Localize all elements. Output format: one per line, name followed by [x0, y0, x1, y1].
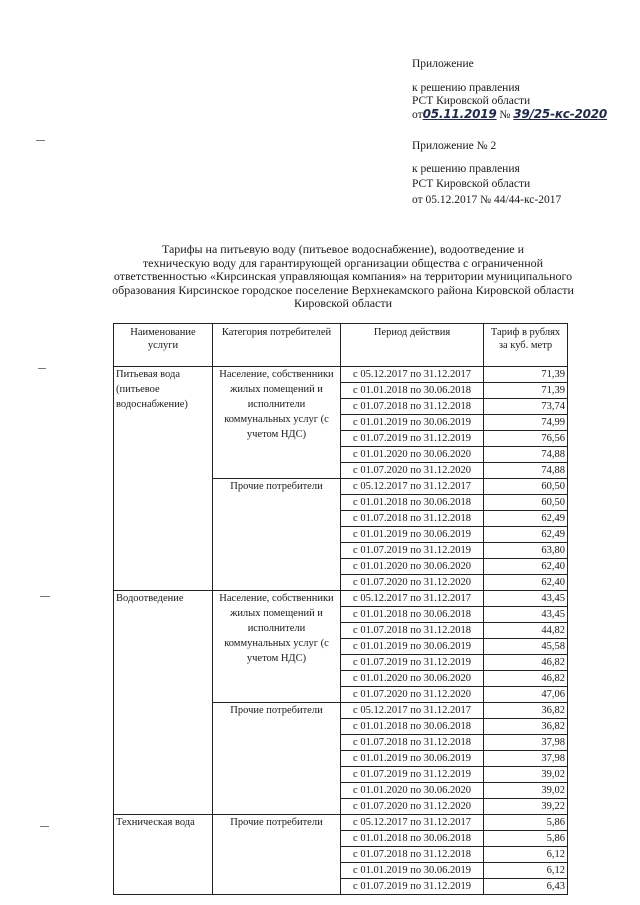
- period-cell: с 01.01.2019 по 30.06.2019: [341, 527, 484, 543]
- appendix-two-ref-date: от 05.12.2017 № 44/44-кс-2017: [412, 194, 562, 206]
- tariff-value-cell: 36,82: [484, 719, 568, 735]
- period-cell: с 01.07.2018 по 31.12.2018: [341, 511, 484, 527]
- period-cell: с 05.12.2017 по 31.12.2017: [341, 479, 484, 495]
- table-header-row: [114, 324, 568, 367]
- period-cell: с 01.01.2020 по 30.06.2020: [341, 447, 484, 463]
- period-cell: с 01.07.2018 по 31.12.2018: [341, 735, 484, 751]
- tariff-value-cell: 74,88: [484, 447, 568, 463]
- category-cell: Прочие потребители: [213, 703, 341, 815]
- period-cell: с 01.07.2019 по 31.12.2019: [341, 655, 484, 671]
- tariff-value-cell: 46,82: [484, 655, 568, 671]
- number-prefix: №: [499, 109, 511, 121]
- period-cell: с 01.01.2018 по 30.06.2018: [341, 607, 484, 623]
- period-cell: с 01.01.2019 по 30.06.2019: [341, 639, 484, 655]
- period-cell: с 01.01.2018 по 30.06.2018: [341, 719, 484, 735]
- tariff-value-cell: 60,50: [484, 495, 568, 511]
- tariff-value-cell: 6,43: [484, 879, 568, 895]
- header-service-name: Наименование услуги: [114, 324, 213, 367]
- service-name-cell: Водоотведение: [114, 591, 213, 815]
- category-cell: Прочие потребители: [213, 815, 341, 895]
- tariff-value-cell: 6,12: [484, 847, 568, 863]
- tariff-value-cell: 44,82: [484, 623, 568, 639]
- category-cell: Население, собственники жилых помещений и исполнители коммунальных услуг (с учетом НДС): [213, 367, 341, 479]
- header-category: Категория потребителей: [213, 324, 341, 367]
- table-row: [114, 815, 568, 831]
- tariff-value-cell: 39,02: [484, 767, 568, 783]
- tariff-value-cell: 62,49: [484, 511, 568, 527]
- tariff-value-cell: 74,88: [484, 463, 568, 479]
- period-cell: с 01.01.2019 по 30.06.2019: [341, 751, 484, 767]
- service-name-cell: Техническая вода: [114, 815, 213, 895]
- period-cell: с 01.07.2019 по 31.12.2019: [341, 431, 484, 447]
- title-line: Тарифы на питьевую воду (питьевое водоснабжение), водоотведение и: [161, 242, 525, 256]
- tariff-value-cell: 36,82: [484, 703, 568, 719]
- tariff-value-cell: 5,86: [484, 815, 568, 831]
- tariff-value-cell: 60,50: [484, 479, 568, 495]
- handwritten-date: 05.11.2019: [422, 107, 497, 121]
- period-cell: с 01.01.2019 по 30.06.2019: [341, 863, 484, 879]
- scan-speck: [40, 826, 49, 827]
- title-line: ответственностью «Кирсинская управляющая компания» на территории муниципального: [113, 269, 573, 284]
- tariff-value-cell: 5,86: [484, 831, 568, 847]
- period-cell: с 01.07.2019 по 31.12.2019: [341, 767, 484, 783]
- period-cell: с 01.07.2018 по 31.12.2018: [341, 623, 484, 639]
- date-prefix: от: [412, 109, 423, 121]
- period-cell: с 05.12.2017 по 31.12.2017: [341, 591, 484, 607]
- tariff-value-cell: 71,39: [484, 367, 568, 383]
- tariff-value-cell: 39,02: [484, 783, 568, 799]
- tariff-value-cell: 45,58: [484, 639, 568, 655]
- period-cell: с 01.07.2019 по 31.12.2019: [341, 543, 484, 559]
- tariff-value-cell: 74,99: [484, 415, 568, 431]
- scan-speck: [36, 140, 45, 141]
- tariff-value-cell: 63,80: [484, 543, 568, 559]
- tariff-value-cell: 76,56: [484, 431, 568, 447]
- tariff-value-cell: 37,98: [484, 735, 568, 751]
- title-line: техническую воду для гарантирующей организации общества с ограниченной: [142, 255, 544, 270]
- period-cell: с 05.12.2017 по 31.12.2017: [341, 703, 484, 719]
- period-cell: с 01.01.2020 по 30.06.2020: [341, 671, 484, 687]
- tariff-table-body: [114, 367, 568, 895]
- period-cell: с 01.07.2020 по 31.12.2020: [341, 463, 484, 479]
- scan-speck: [38, 368, 46, 369]
- appendix-two-ref-decision: к решению правления: [412, 163, 520, 175]
- period-cell: с 01.07.2018 по 31.12.2018: [341, 399, 484, 415]
- period-cell: с 01.01.2020 по 30.06.2020: [341, 559, 484, 575]
- tariff-value-cell: 62,40: [484, 575, 568, 591]
- period-cell: с 05.12.2017 по 31.12.2017: [341, 815, 484, 831]
- appendix-two-ref-authority: РСТ Кировской области: [412, 178, 531, 190]
- header-tariff: Тариф в рублях за куб. метр: [484, 324, 568, 367]
- appendix-ref-authority: РСТ Кировской области: [412, 95, 531, 107]
- document-title: [108, 243, 578, 311]
- period-cell: с 01.07.2020 по 31.12.2020: [341, 575, 484, 591]
- tariff-value-cell: 62,40: [484, 559, 568, 575]
- period-cell: с 05.12.2017 по 31.12.2017: [341, 367, 484, 383]
- table-row: [114, 367, 568, 383]
- title-line: Кировской области: [293, 296, 393, 311]
- appendix-label: Приложение: [412, 58, 474, 70]
- service-name-cell: Питьевая вода (питьевое водоснабжение): [114, 367, 213, 591]
- appendix-two-label: Приложение № 2: [412, 140, 497, 152]
- period-cell: с 01.07.2018 по 31.12.2018: [341, 847, 484, 863]
- category-cell: Население, собственники жилых помещений и исполнители коммунальных услуг (с учетом НДС): [213, 591, 341, 703]
- period-cell: с 01.01.2018 по 30.06.2018: [341, 495, 484, 511]
- tariff-value-cell: 47,06: [484, 687, 568, 703]
- period-cell: с 01.01.2018 по 30.06.2018: [341, 831, 484, 847]
- header-period: Период действия: [341, 324, 484, 367]
- tariff-value-cell: 46,82: [484, 671, 568, 687]
- tariff-value-cell: 73,74: [484, 399, 568, 415]
- period-cell: с 01.01.2020 по 30.06.2020: [341, 783, 484, 799]
- tariff-value-cell: 37,98: [484, 751, 568, 767]
- tariff-value-cell: 62,49: [484, 527, 568, 543]
- tariff-value-cell: 43,45: [484, 591, 568, 607]
- period-cell: с 01.01.2018 по 30.06.2018: [341, 383, 484, 399]
- scan-speck: [40, 596, 50, 597]
- handwritten-number: 39/25-кс-2020: [513, 107, 608, 121]
- table-row: [114, 591, 568, 607]
- tariff-table: [113, 323, 568, 895]
- tariff-value-cell: 39,22: [484, 799, 568, 815]
- period-cell: с 01.07.2019 по 31.12.2019: [341, 879, 484, 895]
- period-cell: с 01.01.2019 по 30.06.2019: [341, 415, 484, 431]
- tariff-value-cell: 6,12: [484, 863, 568, 879]
- appendix-ref-decision: к решению правления: [412, 82, 520, 94]
- category-cell: Прочие потребители: [213, 479, 341, 591]
- tariff-value-cell: 43,45: [484, 607, 568, 623]
- period-cell: с 01.07.2020 по 31.12.2020: [341, 687, 484, 703]
- tariff-value-cell: 71,39: [484, 383, 568, 399]
- period-cell: с 01.07.2020 по 31.12.2020: [341, 799, 484, 815]
- appendix-ref-date-line: [412, 108, 607, 122]
- title-line: образования Кирсинское городское поселение Верхнекамского района Кировской области: [112, 282, 574, 297]
